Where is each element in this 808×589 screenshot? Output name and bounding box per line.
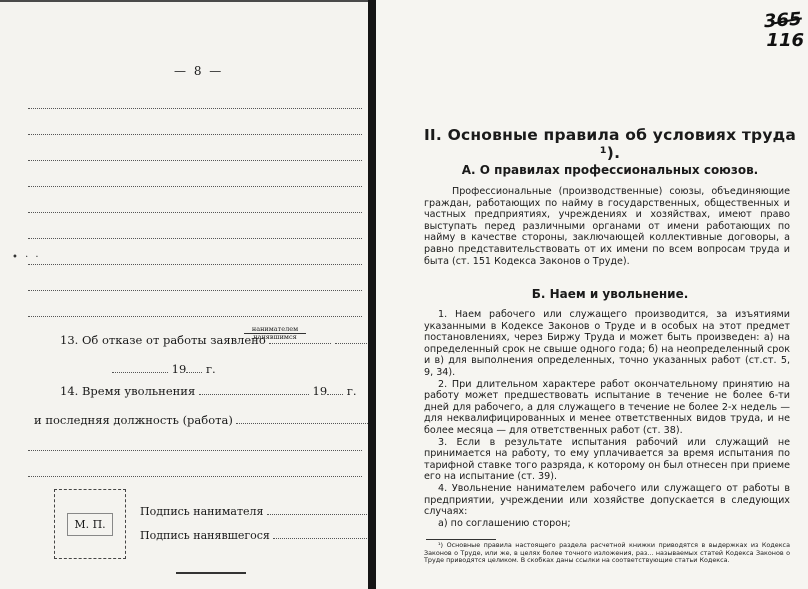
employer-signature-label: Подпись нанимателя — [140, 505, 264, 518]
stack-top: нанимателем — [244, 326, 306, 334]
blank-line-3[interactable] — [28, 160, 362, 161]
chapter-title: II. Основные правила об условиях труда ¹). — [423, 126, 797, 162]
blank-line-7[interactable] — [28, 264, 362, 265]
clause-4: 4. Увольнение нанимателем рабочего или служащего от работы в предприятии, учреждении или хозяйстве допускается в следующих случаях: — [424, 482, 790, 518]
position-field[interactable] — [236, 413, 368, 424]
employer-signature-row — [140, 504, 368, 518]
section-a-paragraph: Профессиональные (производственные) союзы, объединяющие граждан, работающих по найму в государственных, общественных и частных предприятиях, учреждениях и хозяйствах, имеют право выступать перед различными органами от имени работающих по найму в качестве стороны, заключающей коллективные договоры, а равно представительствовать от их имени по всем вопросам труда и быта (ст. 151 Кодекса Законов о Труде). — [424, 186, 790, 267]
item-13-day-field[interactable] — [112, 362, 168, 373]
blank-line-8[interactable] — [28, 290, 362, 291]
footnote-text: ¹) Основные правила настоящего раздела расчетной книжки приводятся в выдержках из Кодекса Законов о Труде, или же, в целях более точного изложения, раз... называемых статей Кодекса Законов о Труде приводятся целиком. В скобках даны ссылки на соответствующие статьи Кодекса. — [424, 541, 790, 565]
blank-line-9[interactable] — [28, 316, 362, 317]
clause-3: 3. Если в результате испытания рабочий или служащий не принимается на работу, то ему уплачивается за время испытания по тарифной ставке того разряда, к которому он был отнесен при приеме его на испытание (ст. 39). — [424, 436, 790, 483]
item-13-year-prefix: 19 — [171, 362, 187, 376]
item-14-year-suffix: г. — [346, 384, 357, 398]
blank-line-10[interactable] — [28, 450, 362, 451]
left-page — [0, 0, 368, 589]
employer-signature-field[interactable] — [267, 504, 368, 515]
item-13-label: 13. Об отказе от работы заявлено — [60, 333, 266, 347]
position-row — [34, 413, 368, 427]
stamp-label: М. П. — [67, 513, 112, 536]
bottom-ornament-rule — [176, 572, 246, 574]
position-label: и последняя должность (работа) — [34, 413, 233, 427]
item-13-extra-field[interactable] — [335, 333, 368, 344]
item-14-year-prefix: 19 — [312, 384, 328, 398]
footnote — [424, 542, 790, 565]
blank-line-1[interactable] — [28, 108, 362, 109]
section-b-text — [424, 309, 790, 529]
blank-line-6[interactable] — [28, 238, 362, 239]
blank-line-2[interactable] — [28, 134, 362, 135]
item-13-date — [112, 362, 216, 376]
page-number: — 8 — — [174, 64, 224, 78]
blank-line-4[interactable] — [28, 186, 362, 187]
employee-signature-row — [140, 528, 368, 542]
clause-1: 1. Наем рабочего или служащего производится, за изъятиями указанными в Кодексе Законов о Труде и в особых на этот предмет постановлениях, через Биржу Труда и может быть произведен: а) на определенный срок не свыше одного года; б) на неопределенный срок и в) для выполнения определенных, точно указанных работ (ст.ст. 5, 9, 34). — [424, 309, 790, 378]
item-13-year-field[interactable] — [186, 362, 202, 373]
clause-2: 2. При длительном характере работ окончательному принятию на работу может предшествовать испытание в течение не более 6-ти дней для рабочего, а для служащего в течение не более 2-х недель — для неквалифицированных и менее ответственных видов труда, и не более месяца — для ответственных работ (ст. 38). — [424, 378, 790, 436]
section-a-text — [424, 186, 790, 267]
section-a-heading: А. О правилах профессиональных союзов. — [461, 163, 759, 177]
archive-number-1: 365 — [763, 8, 803, 33]
item-14-label: 14. Время увольнения — [60, 384, 196, 398]
item-14-year-field[interactable] — [327, 384, 343, 395]
item-13-stacked-choice — [244, 326, 306, 341]
blank-line-11[interactable] — [28, 476, 362, 477]
stamp-placeholder — [54, 489, 126, 559]
right-page — [376, 0, 808, 589]
stack-bottom: нанявшимся — [253, 333, 297, 341]
section-b-heading: Б. Наем и увольнение. — [531, 287, 689, 301]
employee-signature-label: Подпись нанявшегося — [140, 529, 270, 542]
footnote-rule — [426, 539, 496, 540]
item-14-dismissal — [60, 384, 357, 398]
item-13-year-suffix: г. — [205, 362, 216, 376]
clause-4a: а) по соглашению сторон; — [438, 517, 571, 529]
book-gutter — [368, 0, 376, 589]
top-edge-line — [0, 0, 368, 2]
ink-smudge: • · · — [12, 252, 41, 263]
item-13-refusal — [60, 333, 368, 347]
item-14-day-field[interactable] — [199, 384, 309, 395]
employee-signature-field[interactable] — [273, 528, 368, 539]
blank-line-5[interactable] — [28, 212, 362, 213]
archive-number-2: 116 — [766, 30, 804, 51]
